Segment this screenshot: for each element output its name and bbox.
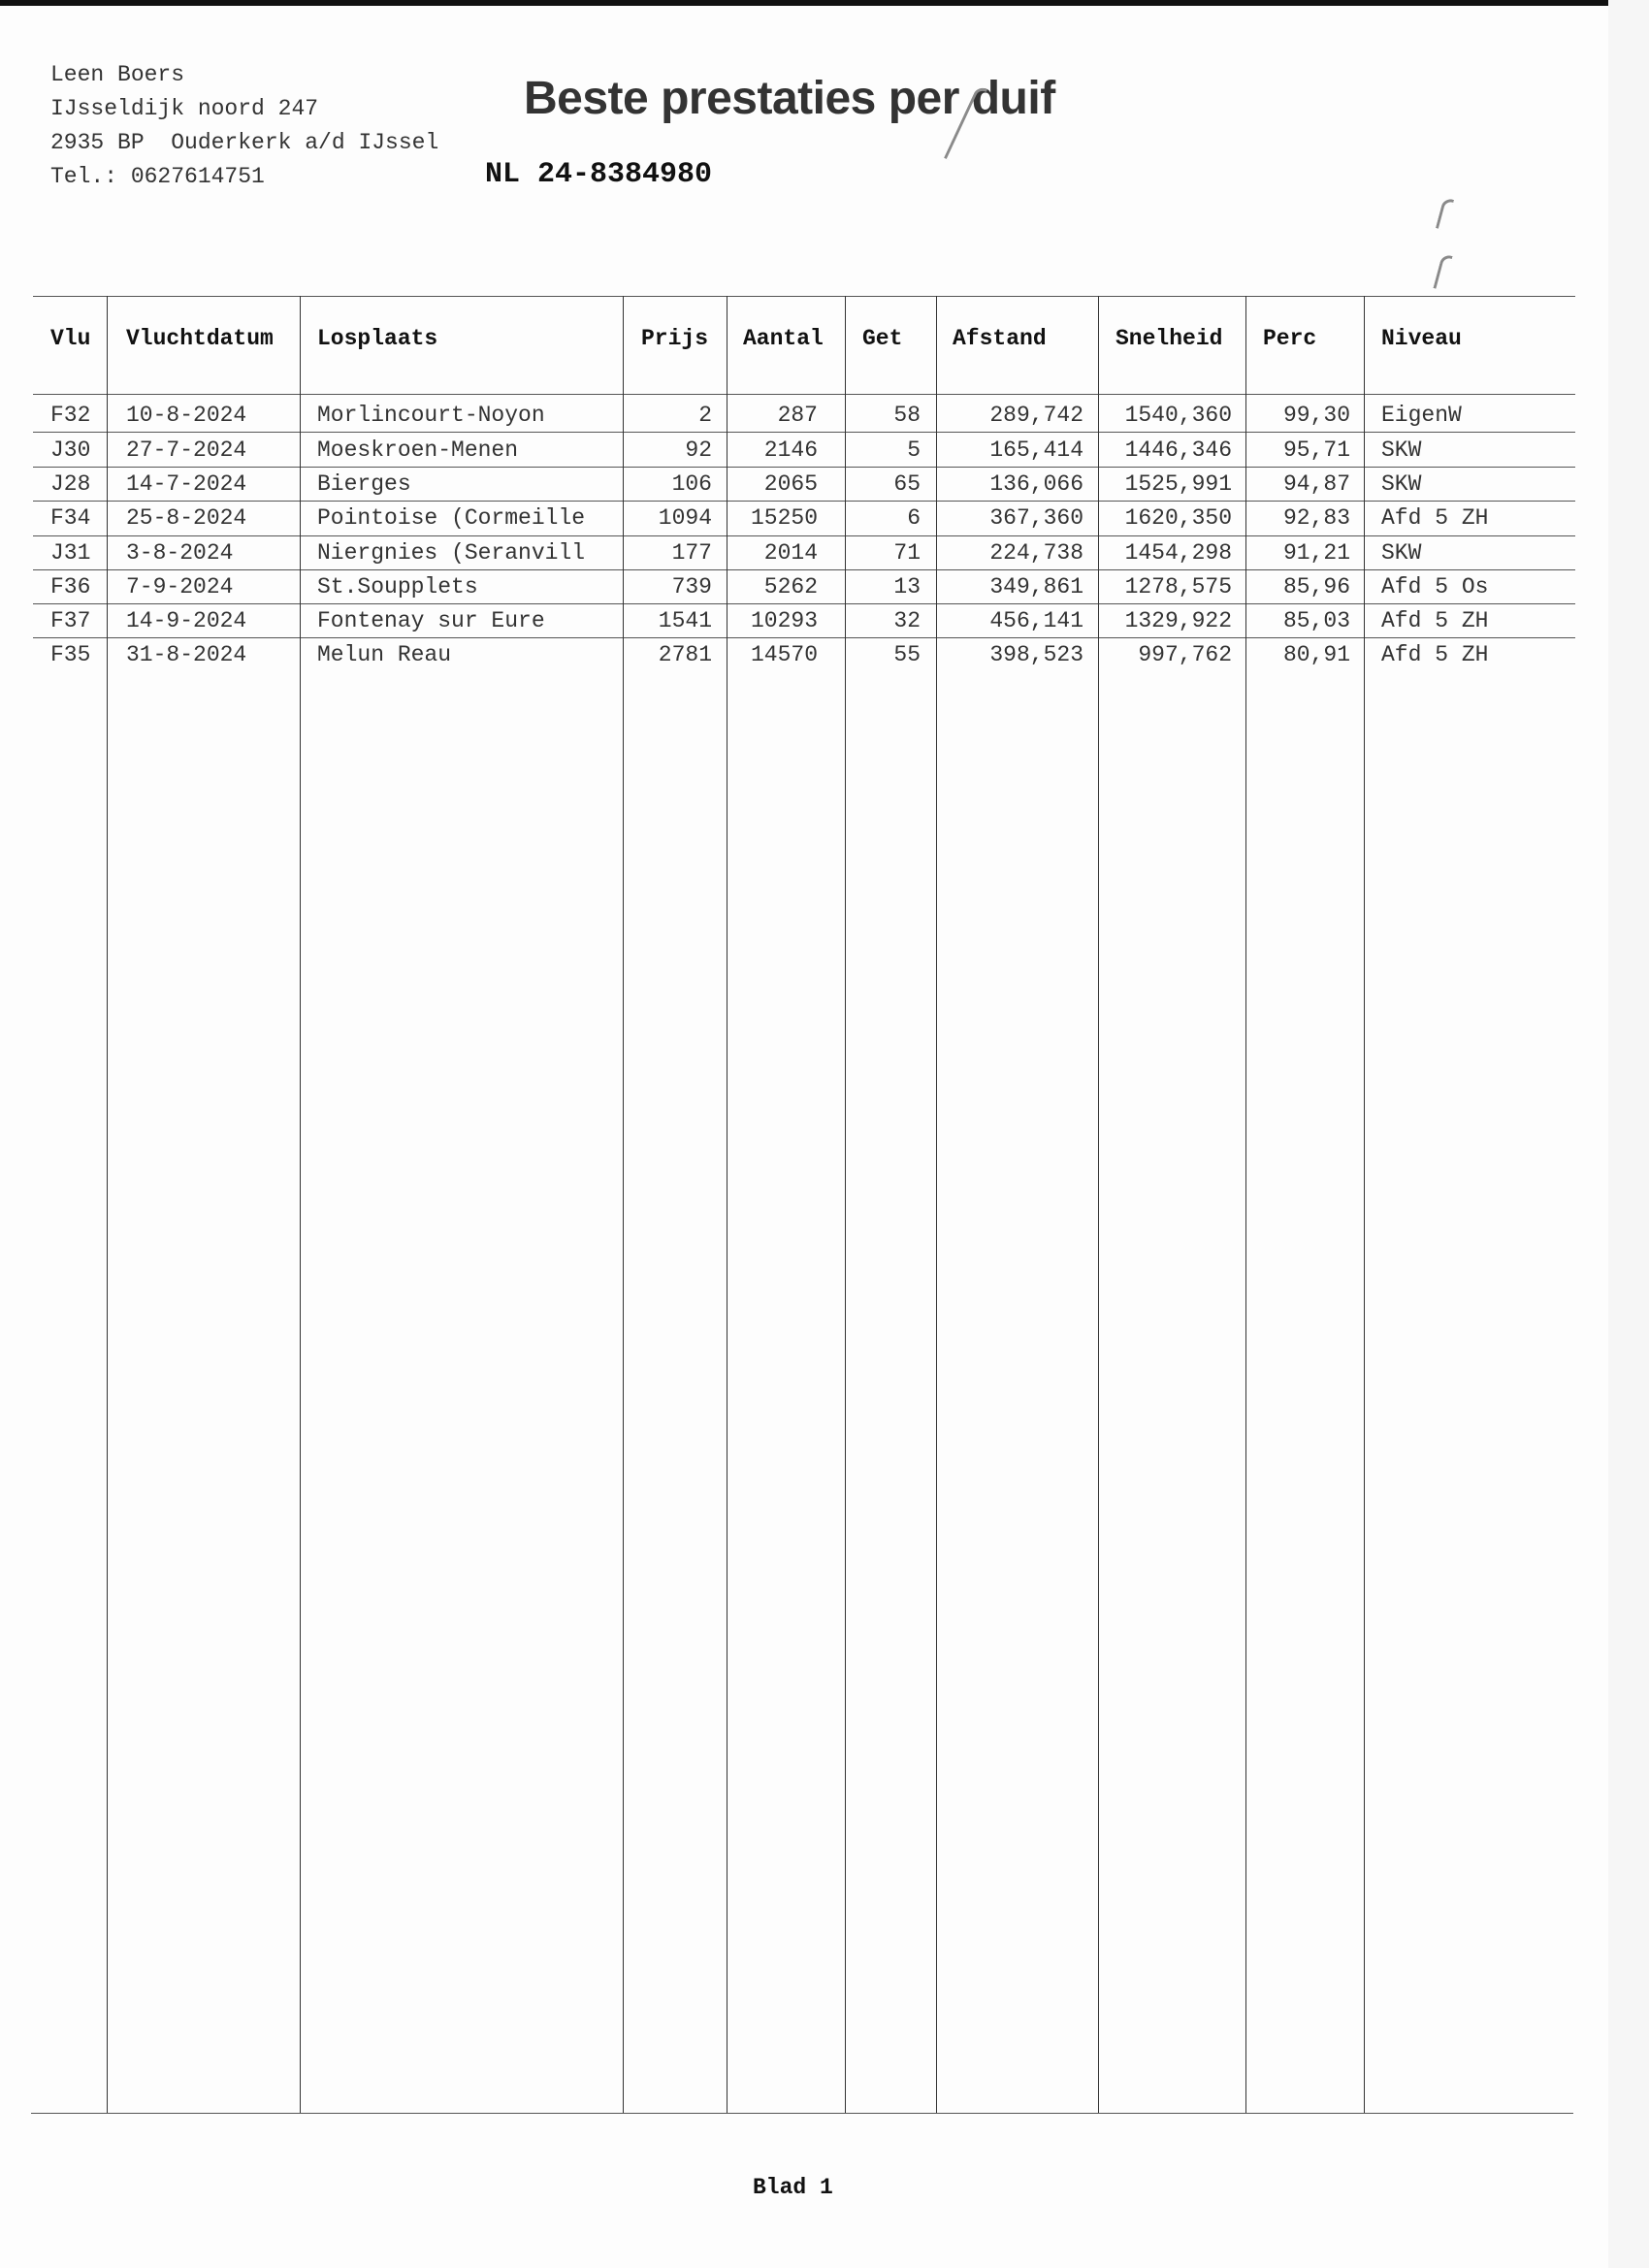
cell-aantal: 2146 <box>763 437 818 463</box>
column-divider <box>1364 296 1365 2113</box>
cell-niveau: Afd 5 Os <box>1381 574 1489 599</box>
column-header-afstand: Afstand <box>953 326 1047 351</box>
cell-niveau: SKW <box>1381 540 1422 566</box>
cell-get: 71 <box>893 540 921 566</box>
cell-afstand: 224,738 <box>989 540 1083 566</box>
scan-right-edge <box>1608 0 1649 2268</box>
cell-vlu: F32 <box>50 403 91 428</box>
cell-get: 6 <box>907 505 921 531</box>
cell-prijs: 2781 <box>658 642 712 667</box>
cell-vlu: J28 <box>50 471 91 497</box>
cell-perc: 85,03 <box>1282 608 1350 633</box>
address-city: 2935 BP Ouderkerk a/d IJssel <box>50 130 439 155</box>
cell-niveau: Afd 5 ZH <box>1381 505 1489 531</box>
cell-snelheid: 1620,350 <box>1124 505 1232 531</box>
cell-get: 13 <box>893 574 921 599</box>
cell-vluchtdatum: 7-9-2024 <box>126 574 234 599</box>
column-divider <box>107 296 108 2113</box>
cell-vluchtdatum: 25-8-2024 <box>126 505 247 531</box>
row-rule <box>33 603 1575 604</box>
cell-snelheid: 1278,575 <box>1124 574 1232 599</box>
cell-afstand: 456,141 <box>989 608 1083 633</box>
cell-prijs: 2 <box>698 403 712 428</box>
cell-aantal: 14570 <box>750 642 818 667</box>
cell-losplaats: Moeskroen-Menen <box>317 437 519 463</box>
cell-afstand: 398,523 <box>989 642 1083 667</box>
column-divider <box>845 296 846 2113</box>
cell-aantal: 15250 <box>750 505 818 531</box>
address-street: IJsseldijk noord 247 <box>50 96 319 121</box>
cell-niveau: SKW <box>1381 437 1422 463</box>
column-header-prijs: Prijs <box>641 326 709 351</box>
cell-vluchtdatum: 14-9-2024 <box>126 608 247 633</box>
cell-snelheid: 1446,346 <box>1124 437 1232 463</box>
column-header-get: Get <box>862 326 903 351</box>
cell-losplaats: Melun Reau <box>317 642 452 667</box>
cell-niveau: EigenW <box>1381 403 1462 428</box>
cell-vlu: F35 <box>50 642 91 667</box>
column-header-losplaats: Losplaats <box>317 326 438 351</box>
cell-niveau: Afd 5 ZH <box>1381 642 1489 667</box>
row-rule <box>33 637 1575 638</box>
cell-snelheid: 1525,991 <box>1124 471 1232 497</box>
cell-get: 5 <box>907 437 921 463</box>
cell-afstand: 289,742 <box>989 403 1083 428</box>
cell-aantal: 287 <box>777 403 818 428</box>
cell-perc: 94,87 <box>1282 471 1350 497</box>
row-rule <box>33 501 1575 502</box>
cell-vluchtdatum: 14-7-2024 <box>126 471 247 497</box>
cell-aantal: 2014 <box>763 540 818 566</box>
row-rule <box>33 535 1575 536</box>
header-bottom-rule <box>33 394 1575 395</box>
column-divider <box>300 296 301 2113</box>
row-rule <box>33 569 1575 570</box>
ring-number: NL 24-8384980 <box>485 158 713 191</box>
cell-perc: 95,71 <box>1282 437 1350 463</box>
cell-prijs: 1094 <box>658 505 712 531</box>
cell-vlu: J30 <box>50 437 91 463</box>
page-title: Beste prestaties per duif <box>524 73 1055 124</box>
cell-vluchtdatum: 3-8-2024 <box>126 540 234 566</box>
staple-mark <box>1433 253 1452 291</box>
cell-losplaats: Pointoise (Cormeille <box>317 505 586 531</box>
table-bottom-rule <box>31 2113 1573 2114</box>
column-divider <box>727 296 728 2113</box>
page-number: Blad 1 <box>753 2175 833 2200</box>
cell-losplaats: St.Soupplets <box>317 574 478 599</box>
cell-losplaats: Morlincourt-Noyon <box>317 403 545 428</box>
cell-snelheid: 1454,298 <box>1124 540 1232 566</box>
cell-afstand: 165,414 <box>989 437 1083 463</box>
row-rule <box>33 467 1575 468</box>
address-block <box>50 58 438 194</box>
cell-aantal: 10293 <box>750 608 818 633</box>
cell-snelheid: 1540,360 <box>1124 403 1232 428</box>
column-divider <box>1245 296 1246 2113</box>
cell-vlu: J31 <box>50 540 91 566</box>
cell-perc: 92,83 <box>1282 505 1350 531</box>
cell-prijs: 106 <box>671 471 712 497</box>
cell-vluchtdatum: 31-8-2024 <box>126 642 247 667</box>
column-header-perc: Perc <box>1263 326 1317 351</box>
cell-vlu: F34 <box>50 505 91 531</box>
column-header-vlu: Vlu <box>50 326 91 351</box>
column-header-vluchtdatum: Vluchtdatum <box>126 326 274 351</box>
column-divider <box>936 296 937 2113</box>
column-divider <box>1098 296 1099 2113</box>
cell-losplaats: Bierges <box>317 471 411 497</box>
cell-prijs: 177 <box>671 540 712 566</box>
column-header-snelheid: Snelheid <box>1116 326 1223 351</box>
column-divider <box>623 296 624 2113</box>
cell-get: 58 <box>893 403 921 428</box>
column-header-niveau: Niveau <box>1381 326 1462 351</box>
cell-niveau: SKW <box>1381 471 1422 497</box>
cell-niveau: Afd 5 ZH <box>1381 608 1489 633</box>
cell-prijs: 739 <box>671 574 712 599</box>
cell-snelheid: 997,762 <box>1138 642 1232 667</box>
cell-aantal: 2065 <box>763 471 818 497</box>
cell-perc: 80,91 <box>1282 642 1350 667</box>
address-name: Leen Boers <box>50 62 185 87</box>
cell-get: 65 <box>893 471 921 497</box>
cell-aantal: 5262 <box>763 574 818 599</box>
cell-perc: 99,30 <box>1282 403 1350 428</box>
cell-vlu: F37 <box>50 608 91 633</box>
cell-afstand: 136,066 <box>989 471 1083 497</box>
cell-prijs: 1541 <box>658 608 712 633</box>
cell-afstand: 349,861 <box>989 574 1083 599</box>
cell-losplaats: Niergnies (Seranvill <box>317 540 586 566</box>
cell-snelheid: 1329,922 <box>1124 608 1232 633</box>
cell-get: 32 <box>893 608 921 633</box>
cell-perc: 91,21 <box>1282 540 1350 566</box>
cell-afstand: 367,360 <box>989 505 1083 531</box>
row-rule <box>33 432 1575 433</box>
cell-losplaats: Fontenay sur Eure <box>317 608 545 633</box>
cell-vluchtdatum: 27-7-2024 <box>126 437 247 463</box>
cell-perc: 85,96 <box>1282 574 1350 599</box>
address-phone: Tel.: 0627614751 <box>50 164 265 189</box>
staple-mark <box>1436 197 1454 231</box>
cell-vluchtdatum: 10-8-2024 <box>126 403 247 428</box>
table-top-rule <box>33 296 1575 297</box>
cell-prijs: 92 <box>685 437 712 463</box>
cell-get: 55 <box>893 642 921 667</box>
scan-top-edge <box>0 0 1649 6</box>
column-header-aantal: Aantal <box>743 326 824 351</box>
cell-vlu: F36 <box>50 574 91 599</box>
